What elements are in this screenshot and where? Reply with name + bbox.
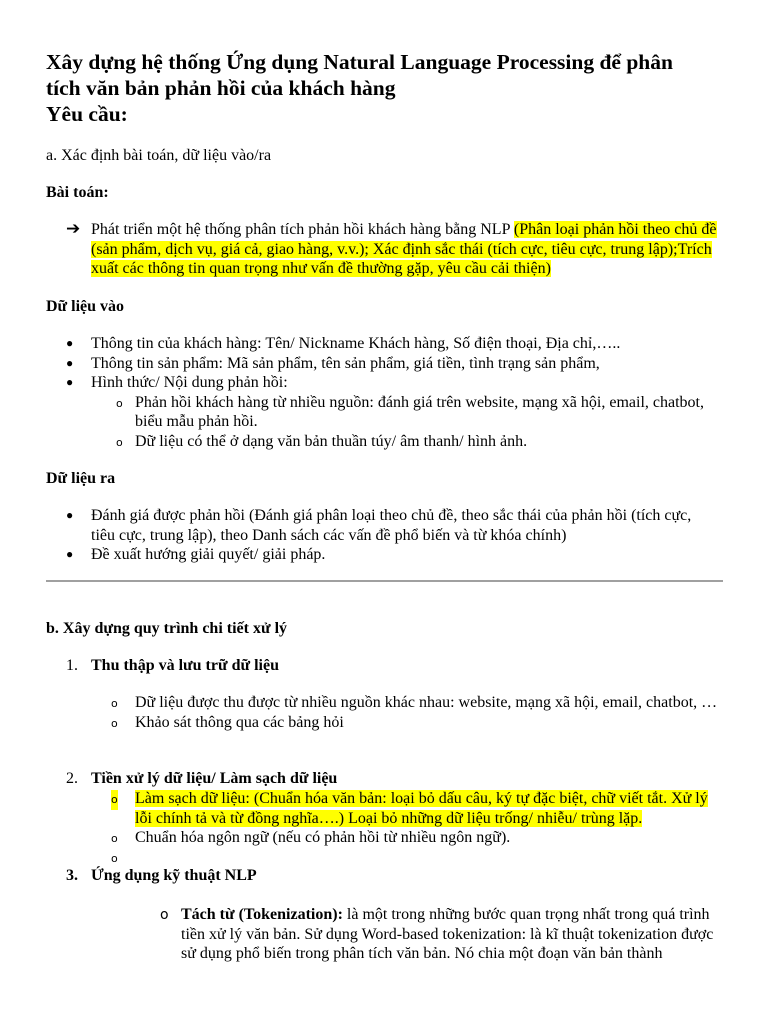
horizontal-divider (46, 580, 723, 582)
problem-highlight-text: (Phân loại phản hồi theo chủ đề (sản phẩm, dịch vụ, giá cả, giao hàng, v.v.); Xác định sắc thái (tích cực, tiêu cực, trung lập);Trích xuất các thông tin quan trọng như vấn đề thường gặp, yêu cầu cải thiện) (91, 221, 717, 277)
list-item: ● Thông tin sản phẩm: Mã sản phẩm, tên sản phẩm, giá tiền, tình trạng sản phẩm, (66, 354, 600, 372)
step-number: 2. (66, 770, 78, 787)
right-arrow-icon: ➔ (66, 219, 81, 239)
list-item: ● Đề xuất hướng giải quyết/ giải pháp. (66, 546, 326, 563)
list-item (91, 848, 726, 868)
output-list (66, 506, 716, 565)
bullet-icon: ● (66, 355, 74, 370)
circle-bullet-icon: o (111, 697, 118, 710)
section-b-heading: b. Xây dựng quy trình chi tiết xử lý (46, 620, 288, 637)
step-2-heading (66, 769, 337, 789)
input-sub-list (91, 393, 716, 452)
input-heading: Dữ liệu vào (46, 298, 125, 315)
tokenization-label: Tách từ (Tokenization): (181, 906, 343, 923)
title-line-2: tích văn bản phản hồi của khách hàng (46, 76, 396, 100)
output-heading: Dữ liệu ra (46, 470, 116, 487)
step-1-list (91, 693, 726, 732)
step-number: 1. (66, 657, 78, 674)
circle-bullet-icon: o (160, 907, 169, 923)
step-title: Ứng dụng kỹ thuật NLP (91, 867, 257, 884)
list-item: o Phản hồi khách hàng từ nhiều nguồn: đánh giá trên website, mạng xã hội, email, chatbot, biểu mẫu phản hồi. (116, 393, 704, 430)
circle-bullet-icon: o (116, 435, 123, 449)
problem-plain-text: Phát triển một hệ thống phân tích phản hồi khách hàng bằng NLP (91, 221, 514, 238)
list-item: o Khảo sát thông qua các bảng hỏi (91, 713, 726, 733)
step-2-list (91, 789, 726, 867)
input-list (66, 334, 716, 451)
section-a-heading: a. Xác định bài toán, dữ liệu vào/ra (46, 147, 272, 164)
bullet-icon: ● (66, 547, 74, 561)
circle-bullet-icon: o (116, 396, 123, 410)
list-item: ● Hình thức/ Nội dung phản hồi: o Phản hồi khách hàng từ nhiều nguồn: đánh giá trên website, mạng xã hội, email, chatbot, biểu mẫu phản hồi. o Dữ liệu có thể ở dạng văn bản thuần túy/ âm thanh/ hình ảnh. (66, 373, 716, 451)
step-title: Tiền xử lý dữ liệu/ Làm sạch dữ liệu (91, 770, 338, 787)
circle-bullet-icon: o (111, 851, 118, 865)
problem-statement (66, 220, 726, 279)
bullet-icon: ● (66, 508, 74, 522)
step-number: 3. (66, 867, 78, 884)
step-3-heading (66, 866, 257, 886)
list-item: ● Thông tin của khách hàng: Tên/ Nickname Khách hàng, Số điện thoại, Địa chỉ,….. (66, 335, 621, 352)
list-item: ● Đánh giá được phản hồi (Đánh giá phân loại theo chủ đề, theo sắc thái của phản hồi (tích cực, tiêu cực, trung lập), theo Danh sách các vấn đề phổ biến và từ khóa chính) (66, 507, 692, 544)
circle-bullet-icon: o (111, 790, 118, 810)
tokenization-text: là một trong những bước quan trọng nhất trong quá trình tiền xử lý văn bản. Sử dụng Word-based tokenization: là kĩ thuật tokenization được sử dụng phổ biến trong phân tích văn bản. Nó chia một đoạn văn bản thành (181, 906, 714, 962)
list-item: o Chuẩn hóa ngôn ngữ (nếu có phản hồi từ nhiều ngôn ngữ). (91, 828, 726, 848)
step-title: Thu thập và lưu trữ dữ liệu (91, 657, 279, 674)
tokenization-item (160, 905, 725, 964)
bullet-icon: ● (66, 375, 74, 389)
circle-bullet-icon: o (111, 832, 118, 845)
list-item: o Dữ liệu được thu được từ nhiều nguồn khác nhau: website, mạng xã hội, email, chatbot, … (91, 693, 726, 713)
circle-bullet-icon: o (111, 716, 118, 730)
title-line-3: Yêu cầu: (46, 102, 128, 126)
document-title (46, 49, 736, 127)
list-item: o Làm sạch dữ liệu: (Chuẩn hóa văn bản: loại bỏ dấu câu, ký tự đặc biệt, chữ viết tắt. Xử lý lỗi chính tả và từ đồng nghĩa….) Loại bỏ những dữ liệu trống/ nhiễu/ trùng lặp. (111, 790, 708, 827)
title-line-1: Xây dựng hệ thống Ứng dụng Natural Language Processing để phân (46, 50, 673, 74)
problem-heading: Bài toán: (46, 184, 109, 201)
step-1-heading (66, 656, 279, 676)
bullet-icon: ● (66, 336, 74, 350)
list-item: o Dữ liệu có thể ở dạng văn bản thuần túy/ âm thanh/ hình ảnh. (91, 432, 716, 452)
